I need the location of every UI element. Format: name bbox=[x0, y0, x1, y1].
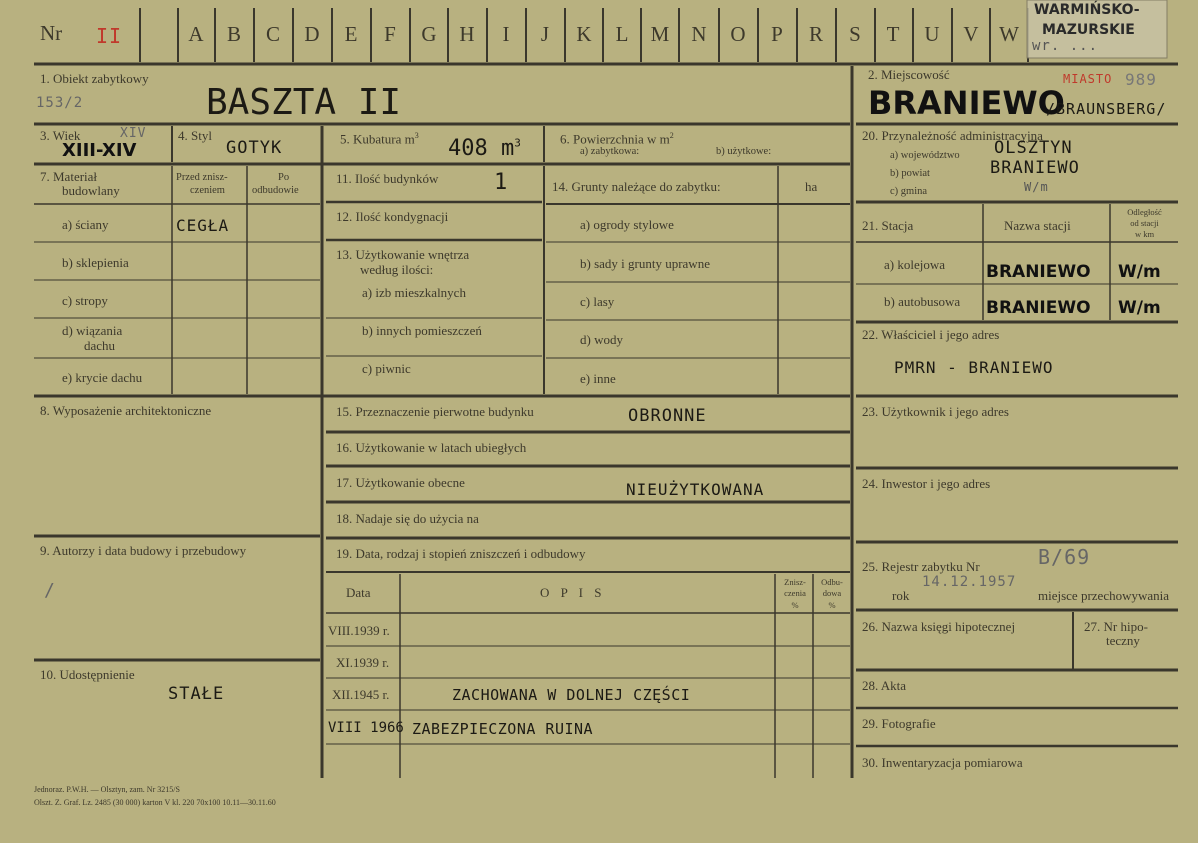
f6-b-label: b) użytkowe: bbox=[716, 146, 772, 157]
index-letter: M bbox=[650, 22, 670, 46]
f1-object-value: BASZTA II bbox=[206, 82, 402, 123]
f19-col-od1: Odbu- bbox=[821, 577, 843, 587]
stamp-annotation: wr. ... bbox=[1032, 38, 1099, 54]
f13-c: c) piwnic bbox=[362, 361, 411, 376]
f3-pencil: XIV bbox=[120, 126, 147, 141]
f14-unit: ha bbox=[805, 179, 818, 194]
f7-col1a: Przed znisz- bbox=[176, 172, 228, 183]
f7-row-label: d) wiązania bbox=[62, 323, 123, 338]
f27-label-2: teczny bbox=[1106, 633, 1140, 648]
index-letter: J bbox=[540, 22, 550, 46]
index-letter: W bbox=[999, 22, 1019, 46]
f6-label: 6. Powierzchnia w $m^2$ bbox=[560, 131, 674, 147]
f20-label: 20. Przynależność administracyjna bbox=[862, 128, 1043, 143]
index-letter: D bbox=[304, 22, 320, 46]
f14-row: c) lasy bbox=[580, 294, 615, 309]
f3-century-value: XIII-XIV bbox=[62, 140, 137, 161]
nr-value: II bbox=[96, 24, 123, 48]
f12-label: 12. Ilość kondygnacji bbox=[336, 209, 449, 224]
f27-label: 27. Nr hipo- bbox=[1084, 619, 1148, 634]
miasto-annotation: MIASTO bbox=[1063, 72, 1113, 86]
f22-label: 22. Właściciel i jego adres bbox=[862, 327, 1000, 342]
f5-volume-value: 408 $m^3$ bbox=[448, 136, 521, 161]
f19-row-date: VIII.1939 r. bbox=[328, 623, 390, 638]
index-letter: P bbox=[771, 22, 783, 46]
f19-col-od2: dowa bbox=[822, 588, 842, 598]
region-stamp-line2: MAZURSKIE bbox=[1042, 22, 1135, 38]
f20-b-value: BRANIEWO bbox=[990, 158, 1080, 178]
f10-label: 10. Udostępnienie bbox=[40, 667, 135, 682]
f21-b-dist: W/m bbox=[1118, 298, 1161, 318]
f7-col2a: Po bbox=[278, 172, 290, 183]
f4-label: 4. Styl bbox=[178, 128, 212, 143]
f19-row-desc: ZABEZPIECZONA RUINA bbox=[412, 720, 594, 738]
f20-c-value: W/m bbox=[1024, 180, 1049, 194]
f7-row-label-2: dachu bbox=[84, 338, 116, 353]
f13-a: a) izb mieszkalnych bbox=[362, 285, 466, 300]
f19-row-date-handwritten: VIII 1966 bbox=[328, 720, 404, 736]
f21-a: a) kolejowa bbox=[884, 257, 946, 272]
index-letter: F bbox=[384, 22, 396, 46]
f14-row: b) sady i grunty uprawne bbox=[580, 256, 710, 271]
f7-label: 7. Materiał bbox=[40, 169, 98, 184]
f21-col3c: w km bbox=[1134, 229, 1155, 239]
f11-value: 1 bbox=[494, 170, 509, 195]
f11-label: 11. Ilość budynków bbox=[336, 171, 439, 186]
f7-label-2: budowlany bbox=[62, 183, 120, 198]
f19-col-opis: O P I S bbox=[540, 585, 606, 600]
index-letter: R bbox=[808, 22, 823, 46]
f2-label: 2. Miejscowość bbox=[868, 67, 950, 82]
f20-a: a) województwo bbox=[890, 150, 960, 161]
f26-label: 26. Nazwa księgi hipotecznej bbox=[862, 619, 1016, 634]
f21-col2: Nazwa stacji bbox=[1004, 218, 1071, 233]
f4-style-value: GOTYK bbox=[226, 138, 283, 158]
f24-label: 24. Inwestor i jego adres bbox=[862, 476, 991, 491]
f22-value: PMRN - BRANIEWO bbox=[894, 358, 1054, 377]
f5-label: 5. Kubatura $m^3$ bbox=[340, 131, 419, 147]
index-letter: O bbox=[730, 22, 746, 46]
f14-row: d) wody bbox=[580, 332, 623, 347]
nr-label: Nr bbox=[40, 21, 63, 45]
f21-label: 21. Stacja bbox=[862, 218, 914, 233]
f2-locality-alt: /BRAUNSBERG/ bbox=[1046, 100, 1167, 118]
index-letter: G bbox=[421, 22, 437, 46]
f13-b: b) innych pomieszczeń bbox=[362, 323, 482, 338]
footer-line1: Jednorаz. P.W.H. — Olsztyn, zam. Nr 3215/S bbox=[34, 785, 180, 794]
f7-col2b: odbudowie bbox=[252, 185, 299, 196]
f19-col-zn3: % bbox=[791, 600, 799, 610]
f20-a-value: OLSZTYN bbox=[994, 138, 1073, 158]
index-letter: B bbox=[226, 22, 241, 46]
f30-label: 30. Inwentaryzacja pomiarowa bbox=[862, 755, 1023, 770]
f20-c: c) gmina bbox=[890, 186, 928, 197]
f9-mark: / bbox=[44, 580, 56, 601]
f25-rok-value: 14.12.1957 bbox=[922, 574, 1017, 590]
f21-b-name: BRANIEWO bbox=[986, 298, 1091, 318]
f19-row-date: XII.1945 r. bbox=[332, 687, 390, 702]
f21-a-name: BRANIEWO bbox=[986, 262, 1091, 282]
pencil-number: 989 bbox=[1125, 70, 1157, 89]
index-letter: H bbox=[459, 22, 475, 46]
index-letter: T bbox=[886, 22, 900, 46]
f1-pencil-note: 153/2 bbox=[36, 95, 84, 111]
f29-label: 29. Fotografie bbox=[862, 716, 936, 731]
f21-col3b: od stacji bbox=[1130, 218, 1159, 228]
f25-label: 25. Rejestr zabytku Nr bbox=[862, 559, 980, 574]
f19-col-zn1: Znisz- bbox=[784, 577, 806, 587]
f19-col-od3: % bbox=[828, 600, 836, 610]
f25-miejsce: miejsce przechowywania bbox=[1038, 588, 1170, 603]
f7-row-value: CEGŁA bbox=[176, 216, 230, 235]
f7-row-label: c) stropy bbox=[62, 293, 108, 308]
index-letter: V bbox=[963, 22, 979, 46]
index-letter: S bbox=[849, 22, 861, 46]
f15-label: 15. Przeznaczenie pierwotne budynku bbox=[336, 404, 534, 419]
f25-rok-label: rok bbox=[892, 588, 910, 603]
index-letter: K bbox=[576, 22, 592, 46]
f3-label: 3. Wiek bbox=[40, 128, 81, 143]
f19-label: 19. Data, rodzaj i stopień zniszczeń i odbudowy bbox=[336, 546, 586, 561]
f14-row: a) ogrody stylowe bbox=[580, 217, 674, 232]
f21-b: b) autobusowa bbox=[884, 294, 961, 309]
index-letter: I bbox=[502, 22, 510, 46]
index-letter: C bbox=[265, 22, 280, 46]
f14-row: e) inne bbox=[580, 371, 616, 386]
index-letter: N bbox=[691, 22, 707, 46]
f19-col-zn2: czenia bbox=[784, 588, 806, 598]
f19-row-desc: ZACHOWANA W DOLNEJ CZĘŚCI bbox=[452, 686, 691, 704]
f20-b: b) powiat bbox=[890, 168, 930, 179]
index-letter: L bbox=[615, 22, 629, 46]
f25-value: B/69 bbox=[1038, 545, 1091, 569]
f17-value: NIEUŻYTKOWANA bbox=[626, 480, 765, 499]
f18-label: 18. Nadaje się do użycia na bbox=[336, 511, 479, 526]
f13-label: 13. Użytkowanie wnętrza bbox=[336, 247, 470, 262]
f28-label: 28. Akta bbox=[862, 678, 907, 693]
region-stamp-line1: WARMIŃSKO- bbox=[1034, 2, 1140, 18]
f23-label: 23. Użytkownik i jego adres bbox=[862, 404, 1009, 419]
index-letter: U bbox=[924, 22, 940, 46]
index-letter: E bbox=[344, 22, 358, 46]
f7-row-label: b) sklepienia bbox=[62, 255, 129, 270]
f21-a-dist: W/m bbox=[1118, 262, 1161, 282]
f2-locality-value: BRANIEWO bbox=[868, 84, 1065, 122]
footer-line2: Olszt. Z. Graf. Lz. 2485 (30 000) karton V kl. 220 70x100 10.11—30.11.60 bbox=[34, 798, 276, 807]
f6-a-label: a) zabytkowa: bbox=[580, 146, 640, 157]
f16-label: 16. Użytkowanie w latach ubiegłych bbox=[336, 440, 527, 455]
f21-col3a: Odległość bbox=[1127, 207, 1162, 217]
f19-col-data: Data bbox=[346, 585, 371, 600]
f1-label: 1. Obiekt zabytkowy bbox=[40, 71, 149, 86]
f17-label: 17. Użytkowanie obecne bbox=[336, 475, 465, 490]
f8-label: 8. Wyposażenie architektoniczne bbox=[40, 403, 212, 418]
f7-col1b: czeniem bbox=[190, 185, 225, 196]
index-letter: A bbox=[188, 22, 204, 46]
f10-value: STAŁE bbox=[168, 684, 225, 704]
f19-row-date: XI.1939 r. bbox=[336, 655, 390, 670]
f14-label: 14. Grunty należące do zabytku: bbox=[552, 179, 721, 194]
f9-label: 9. Autorzy i data budowy i przebudowy bbox=[40, 543, 247, 558]
f13-label-2: według ilości: bbox=[360, 262, 434, 277]
f7-row-label: e) krycie dachu bbox=[62, 370, 143, 385]
f7-row-label: a) ściany bbox=[62, 217, 109, 232]
f15-value: OBRONNE bbox=[628, 406, 707, 426]
